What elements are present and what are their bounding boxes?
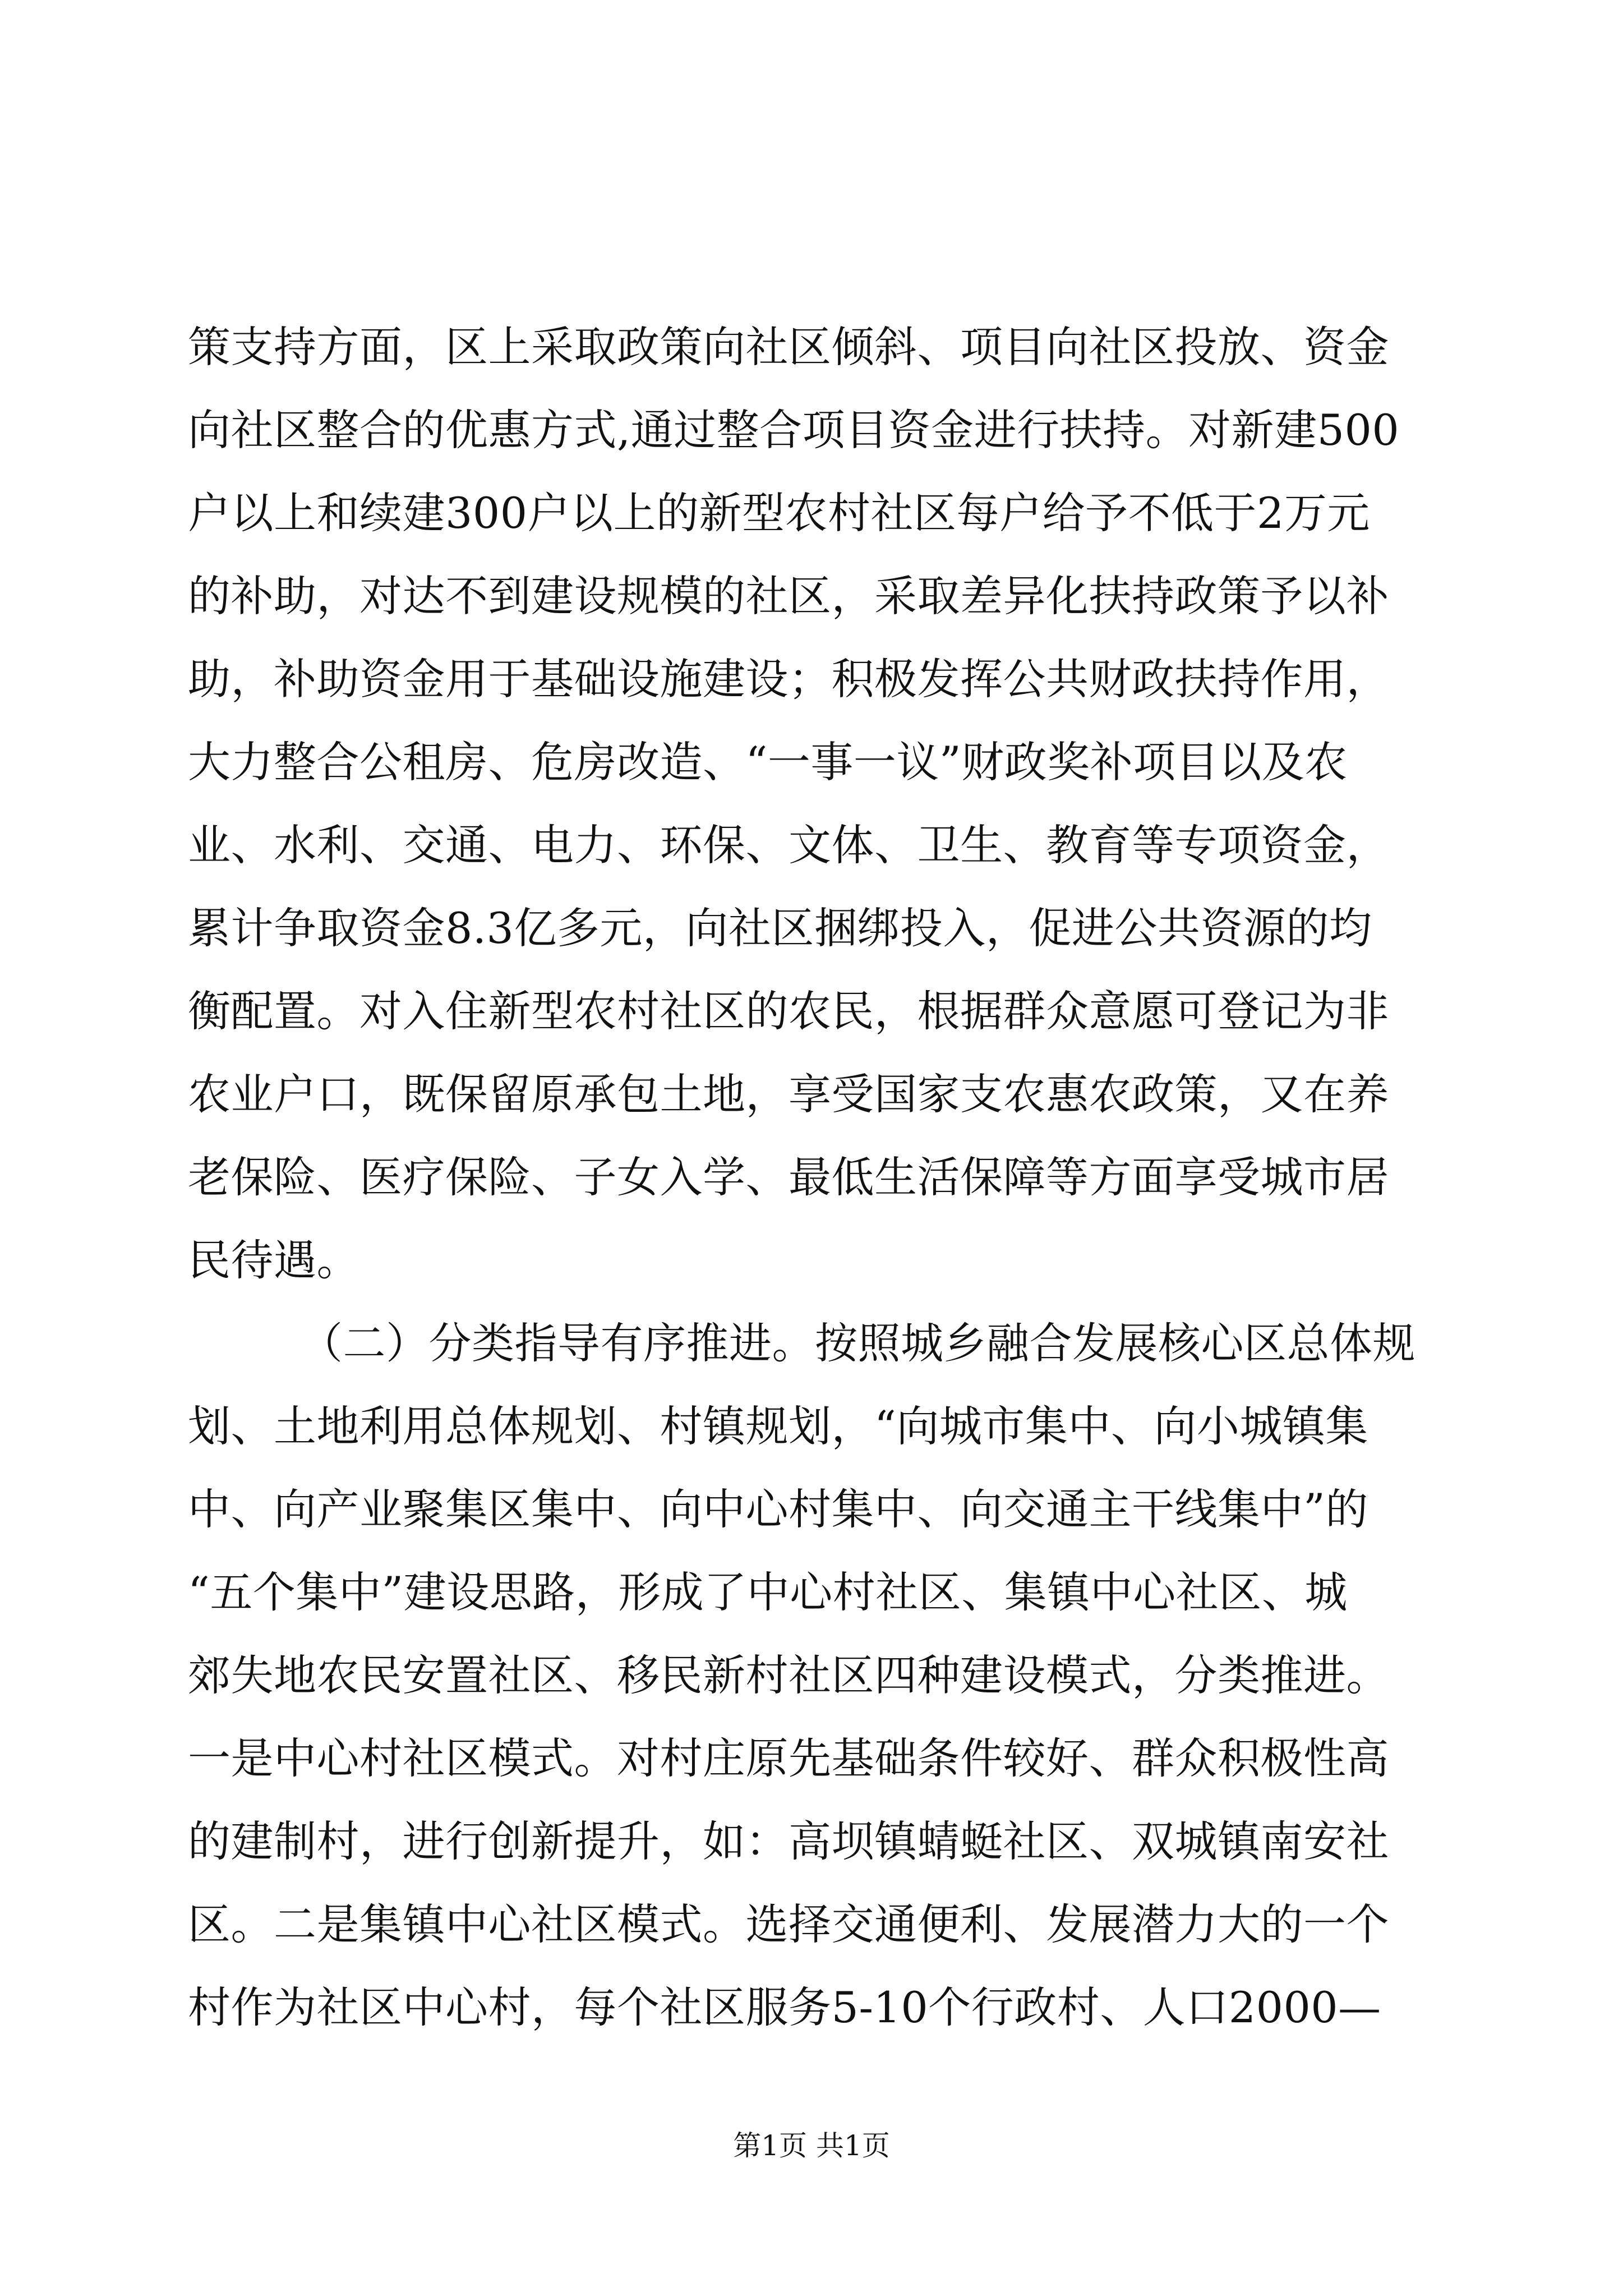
paragraph-policy-support — [188, 306, 1444, 1302]
text-line: 大力整合公租房、危房改造、“一事一议”财政奖补项目以及农 — [188, 737, 1348, 787]
text-line: 户以上和续建300户以上的新型农村社区每户给予不低于2万元 — [188, 488, 1370, 538]
text-line: 村作为社区中心村，每个社区服务5-10个行政村、人口2000— — [188, 1982, 1381, 2032]
text-line: 衡配置。对入住新型农村社区的农民，根据群众意愿可登记为非 — [188, 986, 1389, 1036]
text-line: 的补助，对达不到建设规模的社区，采取差异化扶持政策予以补 — [188, 571, 1389, 621]
text-line: 老保险、医疗保险、子女入学、最低生活保障等方面享受城市居 — [188, 1152, 1389, 1202]
text-line: 策支持方面，区上采取政策向社区倾斜、项目向社区投放、资金 — [188, 322, 1389, 372]
text-line: 助，补助资金用于基础设施建设；积极发挥公共财政扶持作用， — [188, 654, 1389, 704]
document-body — [188, 306, 1444, 2049]
text-line: 区。二是集镇中心社区模式。选择交通便利、发展潜力大的一个 — [188, 1899, 1389, 1949]
text-line: 一是中心村社区模式。对村庄原先基础条件较好、群众积极性高 — [188, 1733, 1389, 1783]
text-line: 郊失地农民安置社区、移民新村社区四种建设模式，分类推进。 — [188, 1650, 1389, 1700]
text-line: 民待遇。 — [188, 1235, 359, 1285]
text-line-first-indented: （二）分类指导有序推进。按照城乡融合发展核心区总体规 — [300, 1318, 1415, 1368]
text-line: “五个集中”建设思路，形成了中心村社区、集镇中心社区、城 — [188, 1567, 1348, 1617]
text-line: 业、水利、交通、电力、环保、文体、卫生、教育等专项资金， — [188, 820, 1389, 870]
text-line: 划、土地利用总体规划、村镇规划，“向城市集中、向小城镇集 — [188, 1401, 1368, 1451]
text-line: 的建制村，进行创新提升，如：高坝镇蜻蜓社区、双城镇南安社 — [188, 1816, 1389, 1866]
text-line: 累计争取资金8.3亿多元，向社区捆绑投入，促进公共资源的均 — [188, 903, 1372, 953]
text-line: 向社区整合的优惠方式,通过整合项目资金进行扶持。对新建500 — [188, 405, 1400, 455]
page-footer: 第1页 共1页 — [733, 2129, 890, 2162]
paragraph-classified-guidance — [188, 1302, 1444, 2049]
text-line: 中、向产业聚集区集中、向中心村集中、向交通主干线集中”的 — [188, 1484, 1368, 1534]
text-line: 农业户口，既保留原承包土地，享受国家支农惠农政策，又在养 — [188, 1069, 1389, 1119]
